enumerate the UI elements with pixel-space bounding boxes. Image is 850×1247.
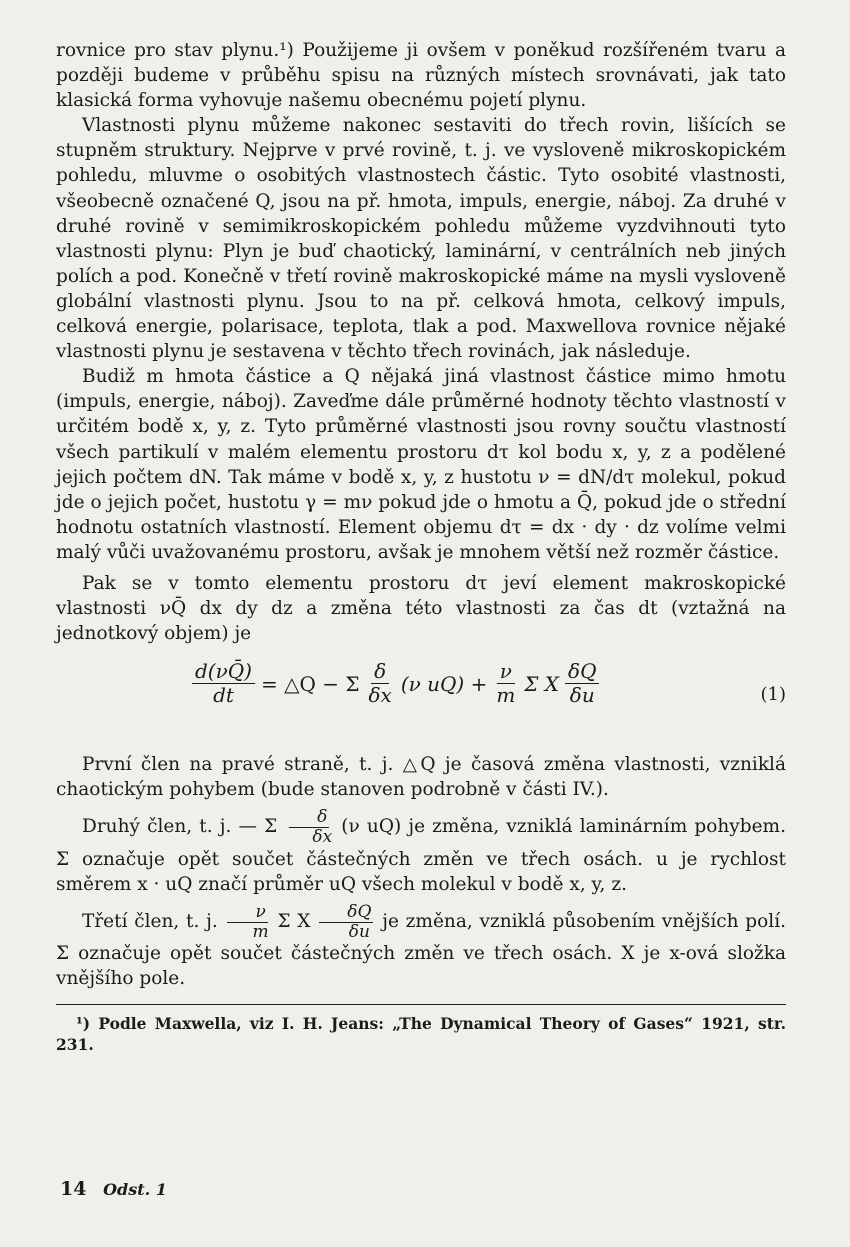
section-label: Odst. 1 bbox=[103, 1180, 167, 1199]
page-footer bbox=[60, 1178, 167, 1200]
paragraph-1: rovnice pro stav plynu.¹) Použijeme ji ovšem v poněkud rozšířeném tvaru a později budeme v průběhu spisu na různých místech srovnávati, jak tato klasická forma vyhovuje našemu obecnému pojetí plynu. bbox=[56, 40, 786, 112]
du-denominator: δu bbox=[569, 683, 595, 708]
page-body bbox=[56, 38, 786, 1055]
paragraph-4: Pak se v tomto elementu prostoru dτ jeví element makroskopické vlastnosti νQ̄ dx dy dz a změna této vlastnosti za čas dt (vztažná na jednotkový objem) je bbox=[56, 572, 786, 645]
lhs-denominator: dt bbox=[213, 683, 234, 708]
paragraph-7 bbox=[56, 903, 786, 992]
partial-x-fraction bbox=[365, 660, 394, 707]
partial-x-denominator: δx bbox=[368, 683, 392, 708]
equation-middle: = △Q − Σ bbox=[260, 671, 360, 696]
p6-term: (ν uQ) bbox=[341, 816, 402, 838]
p7-mid: Σ X bbox=[277, 911, 311, 933]
dq-du-fraction bbox=[565, 660, 599, 707]
m-denominator: m bbox=[496, 683, 516, 708]
p7-fraction-2 bbox=[319, 903, 373, 941]
p7-lead: Třetí člen, t. j. bbox=[82, 911, 218, 933]
p6-rest: je změna, vzniklá laminárním pohybem. Σ označuje opět součet částečných změn ve třech osách. u je rychlost směrem x · uQ značí průměr uQ všech molekul v bodě x, y, z. bbox=[56, 816, 786, 895]
lhs-fraction bbox=[192, 660, 255, 707]
footnote: ¹) Podle Maxwella, viz I. H. Jeans: „The Dynamical Theory of Gases“ 1921, str. 231. bbox=[56, 1013, 786, 1054]
paragraph-6 bbox=[56, 808, 786, 897]
paragraph-5: První člen na pravé straně, t. j. △Q je časová změna vlastnosti, vzniklá chaotickým pohybem (bude stanoven podrobně v části IV.). bbox=[56, 754, 786, 801]
paragraph-2: Vlastnosti plynu můžeme nakonec sestaviti do třech rovin, lišících se stupněm struktury. Nejprve v prvé rovině, t. j. ve vysloveně mikroskopickém pohledu, mluvme o osobitých vlastnostech částic. Tyto osobité vlastnosti, všeobecně označené Q, jsou na př. hmota, impuls, energie, náboj. Za druhé v druhé rovině v semimikroskopickém pohledu můžeme vyzdvihnouti tyto vlastnosti plynu: Plyn je buď chaotický, laminární, v centrálních neb jiných polích a pod. Konečně v třetí rovině makroskopické máme na mysli vysloveně globální vlastnosti plynu. Jsou to na př. celková hmota, celkový impuls, celková energie, polarisace, teplota, tlak a pod. Maxwellova rovnice nějaké vlastnosti plynu je sestavena v těchto třech rovinách, jak následuje. bbox=[56, 115, 786, 363]
p7-fraction-2-num: δQ bbox=[319, 903, 373, 923]
p6-fraction bbox=[286, 808, 332, 846]
footnote-divider bbox=[56, 1004, 786, 1005]
p7-fraction-1-den: m bbox=[252, 921, 269, 942]
paragraph-3: Budiž m hmota částice a Q nějaká jiná vlastnost částice mimo hmotu (impuls, energie, náboj). Zaveďme dále průměrné hodnoty těchto vlastností v určitém bodě x, y, z. Tyto průměrné vlastnosti jsou rovny součtu vlastností všech partikulí v malém elementu prostoru dτ kol bodu x, y, z a podělené jejich počtem dN. Tak máme v bodě x, y, z hustotu ν = dN/dτ molekul, pokud jde o jejich počet, hustotu γ = mν pokud jde o hmotu a Q̄, pokud jde o střední hodnotu ostatních vlastností. Element objemu dτ = dx · dy · dz volíme velmi malý vůči uvažovanému prostoru, avšak je mnohem větší než rozměr částice. bbox=[56, 366, 786, 563]
equation-number: (1) bbox=[760, 684, 786, 706]
lhs-numerator: d(νQ̄) bbox=[192, 660, 255, 684]
p6-lead: Druhý člen, t. j. — Σ bbox=[82, 816, 278, 838]
partial-x-numerator: δ bbox=[371, 660, 389, 684]
equation-body bbox=[192, 660, 599, 707]
equation-1 bbox=[56, 658, 786, 746]
dq-numerator: δQ bbox=[565, 660, 599, 684]
p6-fraction-den: δx bbox=[312, 827, 333, 848]
nu-numerator: ν bbox=[497, 660, 515, 684]
p6-fraction-num: δ bbox=[289, 808, 329, 828]
p7-fraction-2-den: δu bbox=[348, 921, 370, 942]
p7-rest: je změna, vzniklá působením vnějších polí. Σ označuje opět součet částečných změn ve třech osách. X je x-ová složka vnějšího pole. bbox=[56, 911, 786, 990]
page-number: 14 bbox=[60, 1178, 87, 1200]
laminar-term: (ν uQ) + bbox=[400, 671, 488, 696]
field-term: Σ X bbox=[524, 671, 560, 696]
nu-over-m-fraction bbox=[493, 660, 518, 707]
p7-fraction-1-num: ν bbox=[227, 903, 267, 923]
p7-fraction-1 bbox=[227, 903, 269, 941]
